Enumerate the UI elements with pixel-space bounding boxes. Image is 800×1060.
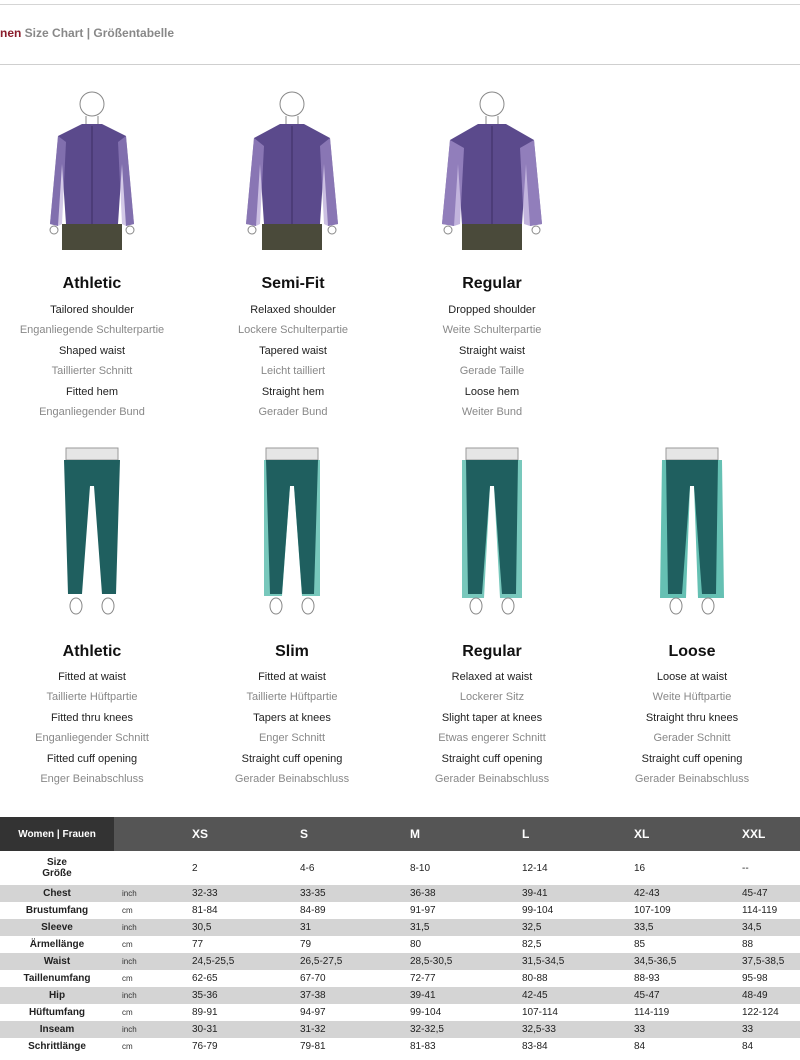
row-label: Hüftumfang (0, 1004, 114, 1021)
row-label: Taillenumfang (0, 970, 114, 987)
jacket-regular-line: Weite Schulterpartie (442, 324, 542, 336)
table-cell: 107-109 (630, 902, 738, 919)
pants-loose-figure (660, 446, 724, 618)
jacket-semi-fit-line: Relaxed shoulder (250, 304, 336, 316)
unit-label: cm (114, 936, 188, 953)
table-cell: 16 (630, 851, 738, 885)
pants-athletic-line: Taillierte Hüftpartie (46, 691, 138, 703)
size-header-row (0, 817, 800, 851)
jacket-semi-fit-line: Gerader Bund (258, 406, 328, 418)
table-cell: 88-93 (630, 970, 738, 987)
table-cell: 80-88 (518, 970, 630, 987)
size-header-cell: XXL (738, 817, 800, 851)
pants-regular-line: Lockerer Sitz (459, 691, 525, 703)
pants-regular-line: Gerader Beinabschluss (434, 773, 550, 785)
jacket-semi-fit-line: Tapered waist (259, 345, 327, 357)
size-table (0, 817, 800, 1055)
table-cell: 67-70 (296, 970, 406, 987)
jacket-athletic-title: Athletic (62, 275, 122, 292)
table-row (0, 902, 800, 919)
jacket-athletic-line: Enganliegender Bund (39, 406, 145, 418)
pants-athletic-title: Athletic (62, 643, 122, 660)
table-cell: 34,5 (738, 919, 800, 936)
table-row (0, 885, 800, 902)
jacket-athletic-line: Shaped waist (58, 345, 126, 357)
row-label: Waist (0, 953, 114, 970)
pants-slim-line: Tapers at knees (253, 712, 331, 724)
table-row (0, 919, 800, 936)
row-label: Brustumfang (0, 902, 114, 919)
table-cell: 82,5 (518, 936, 630, 953)
size-header-cell: M (406, 817, 518, 851)
unit-label: inch (114, 987, 188, 1004)
size-header-cell: XL (630, 817, 738, 851)
jacket-semi-fit-figure (234, 84, 350, 254)
jacket-semi-fit-line: Straight hem (261, 386, 325, 398)
table-row (0, 1021, 800, 1038)
table-cell: 31 (296, 919, 406, 936)
row-label: Chest (0, 885, 114, 902)
table-cell: 33,5 (630, 919, 738, 936)
unit-label: inch (114, 953, 188, 970)
table-cell: 81-84 (188, 902, 296, 919)
pants-athletic-line: Enger Beinabschluss (40, 773, 144, 785)
jacket-regular-line: Gerade Taille (459, 365, 525, 377)
size-header-cell: S (296, 817, 406, 851)
table-cell: 30-31 (188, 1021, 296, 1038)
pants-athletic-figure (60, 446, 124, 618)
table-cell: 81-83 (406, 1038, 518, 1055)
jacket-athletic-figure (34, 84, 150, 254)
pants-loose-line: Loose at waist (656, 671, 728, 683)
table-cell: 8-10 (406, 851, 518, 885)
table-row (0, 987, 800, 1004)
table-cell: 31,5-34,5 (518, 953, 630, 970)
table-cell: 30,5 (188, 919, 296, 936)
table-cell: 12-14 (518, 851, 630, 885)
jacket-semi-fit-line: Leicht tailliert (260, 365, 326, 377)
table-corner-label: Women | Frauen (0, 817, 114, 851)
row-label: Sleeve (0, 919, 114, 936)
table-cell: 37-38 (296, 987, 406, 1004)
table-cell: 76-79 (188, 1038, 296, 1055)
jacket-regular-figure (434, 84, 550, 254)
table-cell: 84-89 (296, 902, 406, 919)
table-cell: 77 (188, 936, 296, 953)
pants-regular-line: Slight taper at knees (441, 712, 543, 724)
table-cell: 62-65 (188, 970, 296, 987)
page-title: nen Size Chart | Größentabelle (0, 26, 175, 40)
table-cell: -- (738, 851, 800, 885)
table-row (0, 1038, 800, 1055)
pants-athletic-line: Enganliegender Schnitt (35, 732, 149, 744)
table-cell: 31,5 (406, 919, 518, 936)
pants-slim-line: Straight cuff opening (241, 753, 343, 765)
table-cell: 79 (296, 936, 406, 953)
table-cell: 94-97 (296, 1004, 406, 1021)
pants-loose-line: Weite Hüftpartie (652, 691, 732, 703)
table-cell: 99-104 (406, 1004, 518, 1021)
table-cell: 26,5-27,5 (296, 953, 406, 970)
jacket-athletic-line: Enganliegende Schulterpartie (19, 324, 165, 336)
table-cell: 31-32 (296, 1021, 406, 1038)
table-row (0, 953, 800, 970)
table-cell: 80 (406, 936, 518, 953)
jacket-regular-line: Weiter Bund (461, 406, 523, 418)
pants-loose-line: Gerader Schnitt (653, 732, 731, 744)
table-cell: 32-32,5 (406, 1021, 518, 1038)
unit-label: cm (114, 970, 188, 987)
jacket-regular-line: Loose hem (464, 386, 520, 398)
pants-slim-line: Fitted at waist (258, 671, 326, 683)
table-cell: 88 (738, 936, 800, 953)
pants-slim-line: Taillierte Hüftpartie (246, 691, 338, 703)
pants-athletic-line: Fitted thru knees (51, 712, 133, 724)
table-row (0, 936, 800, 953)
table-cell: 32-33 (188, 885, 296, 902)
table-cell: 45-47 (630, 987, 738, 1004)
jacket-athletic-line: Tailored shoulder (50, 304, 134, 316)
pants-regular-line: Relaxed at waist (451, 671, 533, 683)
pants-regular-line: Straight cuff opening (441, 753, 543, 765)
table-cell: 33-35 (296, 885, 406, 902)
pants-slim-line: Gerader Beinabschluss (234, 773, 350, 785)
jacket-semi-fit-title: Semi-Fit (261, 275, 325, 292)
table-cell: 89-91 (188, 1004, 296, 1021)
table-cell: 85 (630, 936, 738, 953)
jacket-regular-line: Straight waist (458, 345, 526, 357)
table-cell: 32,5-33 (518, 1021, 630, 1038)
table-row (0, 851, 800, 885)
table-cell: 42-43 (630, 885, 738, 902)
pants-regular-figure (460, 446, 524, 618)
table-cell: 39-41 (406, 987, 518, 1004)
size-header-cell: XS (188, 817, 296, 851)
pants-loose-line: Gerader Beinabschluss (634, 773, 750, 785)
table-cell: 83-84 (518, 1038, 630, 1055)
pants-athletic-line: Fitted at waist (58, 671, 126, 683)
pants-athletic-line: Fitted cuff opening (46, 753, 138, 765)
table-cell: 95-98 (738, 970, 800, 987)
unit-label: cm (114, 1038, 188, 1055)
table-cell: 33 (630, 1021, 738, 1038)
row-label: Inseam (0, 1021, 114, 1038)
unit-label: cm (114, 1004, 188, 1021)
table-cell: 84 (738, 1038, 800, 1055)
table-cell: 114-119 (630, 1004, 738, 1021)
pants-regular-line: Etwas engerer Schnitt (438, 732, 546, 744)
table-cell: 99-104 (518, 902, 630, 919)
table-row (0, 970, 800, 987)
table-cell: 37,5-38,5 (738, 953, 800, 970)
table-cell: 4-6 (296, 851, 406, 885)
table-cell: 84 (630, 1038, 738, 1055)
table-cell: 91-97 (406, 902, 518, 919)
unit-label: cm (114, 902, 188, 919)
row-label: Schrittlänge (0, 1038, 114, 1055)
jacket-athletic-line: Taillierter Schnitt (51, 365, 133, 377)
table-cell: 28,5-30,5 (406, 953, 518, 970)
table-cell: 72-77 (406, 970, 518, 987)
table-cell: 122-124 (738, 1004, 800, 1021)
table-cell: 107-114 (518, 1004, 630, 1021)
table-cell: 36-38 (406, 885, 518, 902)
row-label: Ärmellänge (0, 936, 114, 953)
row-label: Size Größe (0, 851, 114, 885)
table-cell: 35-36 (188, 987, 296, 1004)
table-cell: 114-119 (738, 902, 800, 919)
page-header (0, 0, 800, 65)
jacket-regular-line: Dropped shoulder (448, 304, 536, 316)
pants-regular-title: Regular (462, 643, 522, 660)
pants-slim-title: Slim (275, 643, 309, 660)
pants-slim-line: Enger Schnitt (258, 732, 326, 744)
table-cell: 48-49 (738, 987, 800, 1004)
table-cell: 33 (738, 1021, 800, 1038)
table-cell: 24,5-25,5 (188, 953, 296, 970)
table-cell: 45-47 (738, 885, 800, 902)
jacket-regular-title: Regular (462, 275, 522, 292)
table-cell: 39-41 (518, 885, 630, 902)
size-header-cell: L (518, 817, 630, 851)
table-cell: 34,5-36,5 (630, 953, 738, 970)
pants-loose-title: Loose (668, 643, 716, 660)
table-cell: 42-45 (518, 987, 630, 1004)
row-label: Hip (0, 987, 114, 1004)
unit-label: inch (114, 885, 188, 902)
pants-loose-line: Straight cuff opening (641, 753, 743, 765)
pants-loose-line: Straight thru knees (645, 712, 739, 724)
jacket-athletic-line: Fitted hem (66, 386, 118, 398)
unit-label: inch (114, 919, 188, 936)
pants-slim-figure (260, 446, 324, 618)
unit-label: inch (114, 1021, 188, 1038)
table-cell: 32,5 (518, 919, 630, 936)
table-row (0, 1004, 800, 1021)
jacket-semi-fit-line: Lockere Schulterpartie (237, 324, 349, 336)
table-cell: 2 (188, 851, 296, 885)
table-cell: 79-81 (296, 1038, 406, 1055)
